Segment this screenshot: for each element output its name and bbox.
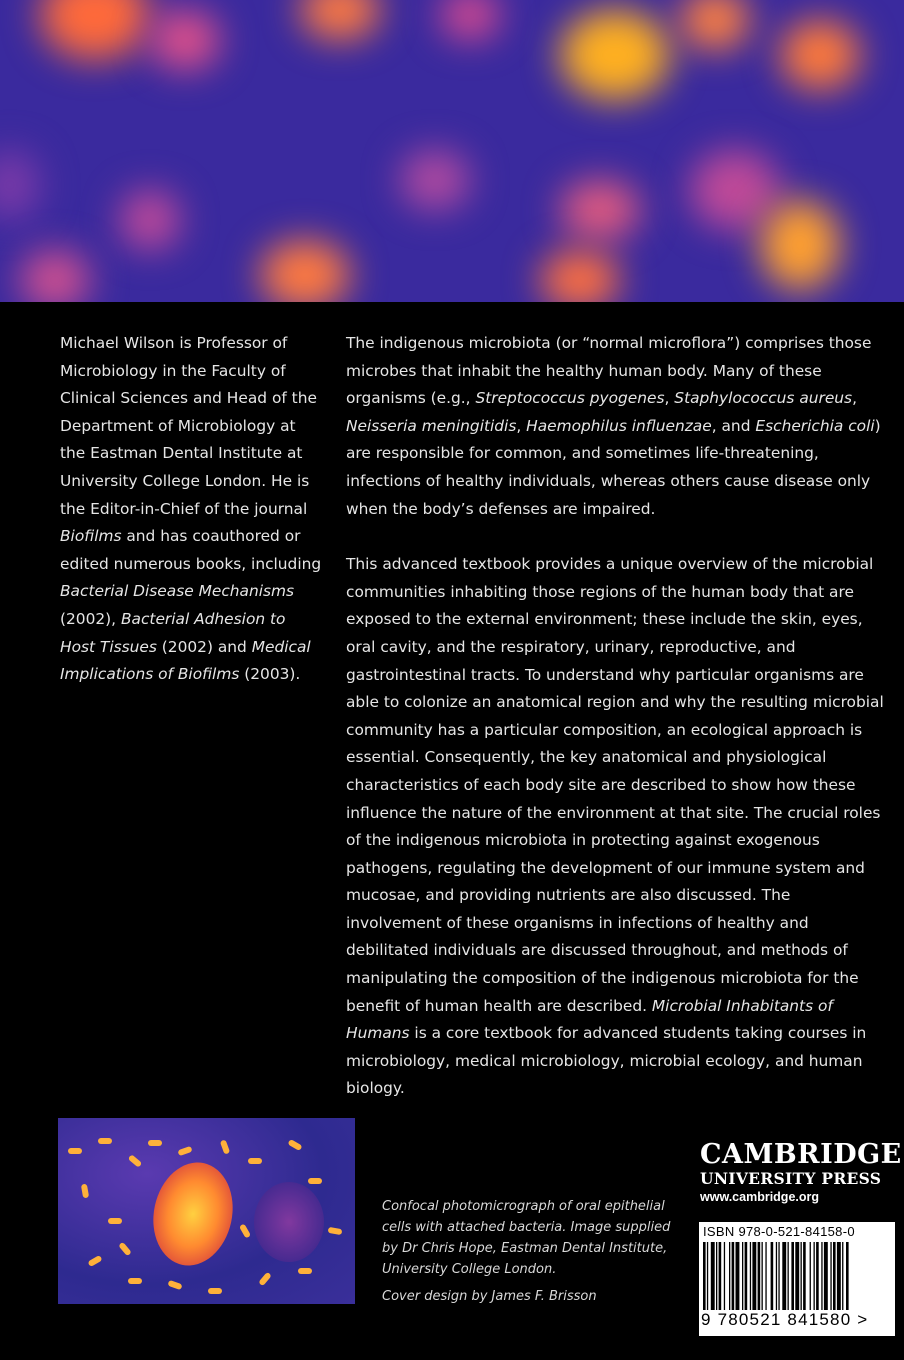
species-5: Escherichia coli <box>755 416 875 435</box>
barcode-bar <box>821 1242 822 1310</box>
bio-book-2: Bacterial Adhesion to Host Tissues <box>60 609 286 656</box>
barcode-bar <box>724 1242 725 1310</box>
barcode-bar <box>776 1242 777 1310</box>
barcode-bar <box>795 1242 799 1310</box>
barcode-digits: 9 780521 841580 > <box>701 1310 869 1329</box>
bio-book-3: Medical Implications of Biofilms <box>60 637 311 684</box>
barcode-bar <box>719 1242 722 1310</box>
desc1-text-1: The indigenous microbiota (or “normal microflora”) comprises those microbes that inhabit the healthy human body. Many of these organisms (e.g., <box>346 334 872 408</box>
confocal-photomicrograph <box>58 1118 355 1304</box>
description-paragraph-1 <box>346 330 886 523</box>
barcode-bars <box>703 1242 891 1310</box>
publisher-url: www.cambridge.org <box>700 1190 820 1204</box>
description-paragraph-2 <box>346 551 886 1103</box>
book-description <box>346 330 886 1131</box>
bio-text-2: and has coauthored or edited numerous books, including <box>60 527 322 573</box>
barcode-bar <box>736 1242 740 1310</box>
desc2-text-2: is a core textbook for advanced students taking courses in microbiology, medical microbiology, microbial ecology, and human biology. <box>346 1024 867 1098</box>
barcode-bar <box>742 1242 743 1310</box>
book-title-mention: Microbial Inhabitants of Humans <box>346 996 833 1043</box>
publisher-name: CAMBRIDGE <box>700 1139 902 1170</box>
photo-caption: Confocal photomicrograph of oral epithelial cells with attached bacteria. Image supplied by Dr Chris Hope, Eastman Dental Institute, University College London. <box>382 1199 671 1277</box>
barcode-bar <box>762 1242 763 1310</box>
barcode-bar <box>771 1242 774 1310</box>
barcode-bar <box>837 1242 841 1310</box>
barcode-bar <box>782 1242 786 1310</box>
barcode-bar <box>830 1242 831 1310</box>
barcode-bar <box>842 1242 843 1310</box>
barcode-bar <box>758 1242 761 1310</box>
barcode-bar <box>801 1242 802 1310</box>
bio-text-5: (2003). <box>239 665 301 684</box>
barcode-bar <box>745 1242 748 1310</box>
isbn-barcode <box>699 1222 895 1336</box>
desc1-text-5: , and <box>711 416 756 435</box>
barcode-bar <box>846 1242 849 1310</box>
barcode-bar <box>824 1242 828 1310</box>
author-bio <box>60 330 322 689</box>
bio-journal: Biofilms <box>60 527 122 546</box>
desc1-text-4: , <box>516 416 527 435</box>
bio-text-3: (2002), <box>60 609 121 628</box>
species-3: Neisseria meningitidis <box>346 416 517 435</box>
barcode-bar <box>816 1242 819 1310</box>
bio-book-1: Bacterial Disease Mechanisms <box>60 582 295 601</box>
barcode-bar <box>703 1242 706 1310</box>
barcode-bar <box>803 1242 806 1310</box>
desc1-text-3: , <box>852 389 857 408</box>
publisher-logo <box>700 1140 900 1206</box>
barcode-bar <box>833 1242 836 1310</box>
species-4: Haemophilus influenzae <box>526 416 712 435</box>
barcode-bar <box>711 1242 715 1310</box>
barcode-bar <box>788 1242 789 1310</box>
barcode-bar <box>752 1242 756 1310</box>
barcode-bar <box>778 1242 779 1310</box>
desc1-text-6: ) are responsible for common, and sometimes life-threatening, infections of healthy individuals, whereas others cause disease only when the body’s defenses are impaired. <box>346 416 881 518</box>
desc1-text-2: , <box>664 389 675 408</box>
isbn-number: ISBN 978-0-521-84158-0 <box>703 1224 855 1239</box>
cover-micrograph-top <box>0 0 904 302</box>
barcode-bar <box>765 1242 766 1310</box>
barcode-bar <box>716 1242 717 1310</box>
publisher-subtitle: UNIVERSITY PRESS <box>700 1169 882 1188</box>
bio-text-4: (2002) and <box>156 637 252 656</box>
desc2-text-1: This advanced textbook provides a unique overview of the microbial communities inhabiting those regions of the human body that are exposed to the external environment; these include the skin, eyes, oral cavity, and the respiratory, urinary, reproductive, and gastrointestinal tracts. To understand why particular organisms are able to colonize an anatomical region and why the resulting microbial community has a particular composition, an ecological approach is essential. Consequently, the key anatomical and physiological characteristics of each body site are described to show how these influence the nature of the environment at that site. The crucial roles of the indigenous microbiota in protecting against exogenous pathogens, regulating the development of our immune system and mucosae, and providing nutrients are also discussed. The involvement of these organisms in infections of healthy and debilitated individuals are discussed throughout, and methods of manipulating the composition of the indigenous microbiota for the benefit of human health are described. <box>346 555 884 1015</box>
cover-design-credit: Cover design by James F. Brisson <box>382 1289 597 1304</box>
bio-text-1: Michael Wilson is Professor of Microbiology in the Faculty of Clinical Sciences and Head of the Department of Microbiology at the Eastman Dental Institute at University College London. He is the Editor-in-Chief of the journal <box>60 334 317 518</box>
barcode-bar <box>814 1242 815 1310</box>
barcode-bar <box>729 1242 730 1310</box>
barcode-bar <box>707 1242 708 1310</box>
species-1: Streptococcus pyogenes <box>475 389 665 408</box>
author-bio-text <box>60 330 322 689</box>
barcode-bar <box>810 1242 811 1310</box>
species-2: Staphylococcus aureus <box>674 389 853 408</box>
barcode-bar <box>750 1242 751 1310</box>
barcode-bar <box>791 1242 794 1310</box>
barcode-bar <box>732 1242 735 1310</box>
